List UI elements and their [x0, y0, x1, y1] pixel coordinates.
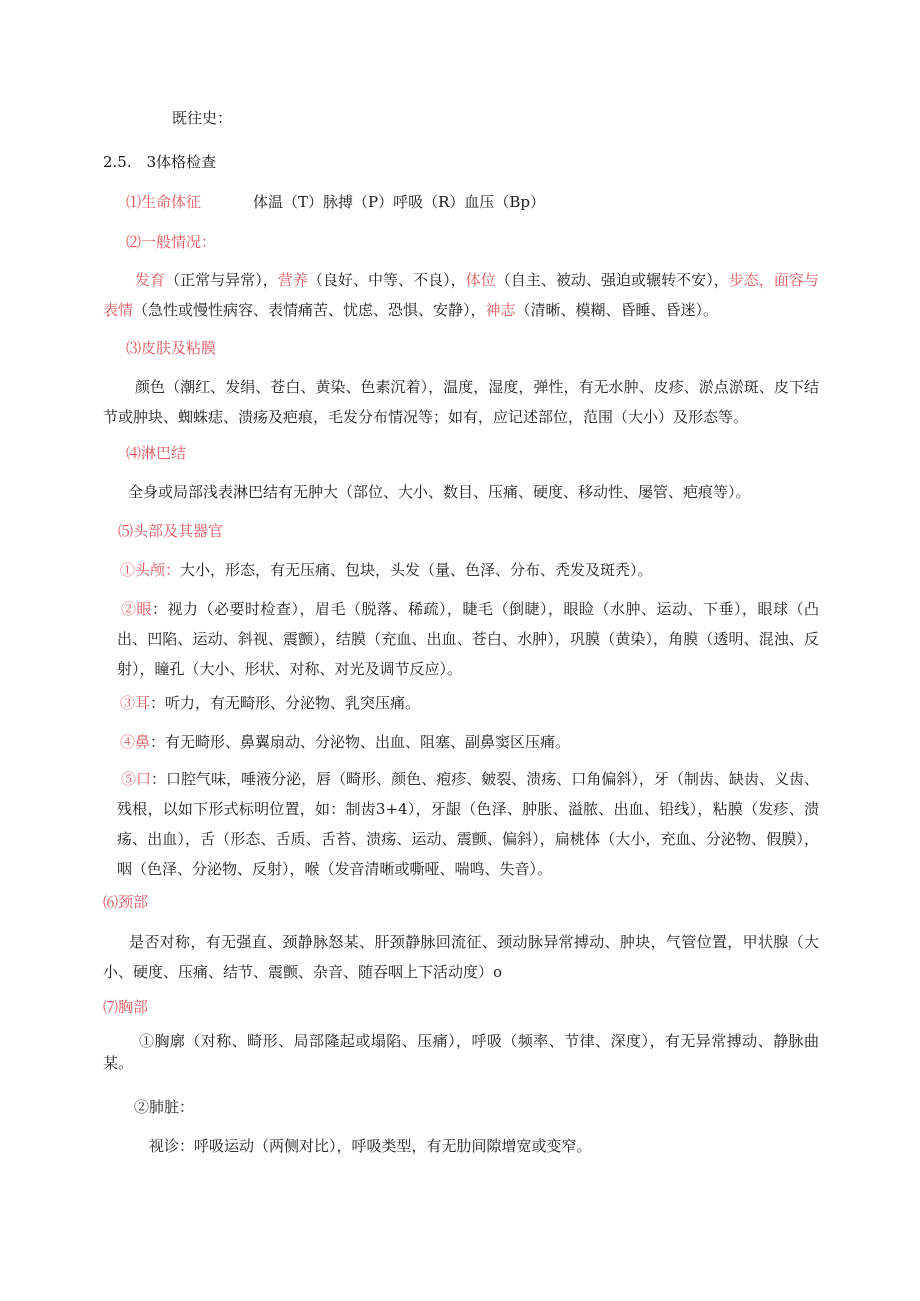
development-label: 发育: [135, 271, 166, 289]
position-label: 体位: [465, 271, 496, 289]
skin-heading: ⑶皮肤及粘膜: [126, 339, 217, 357]
development-text: （正常与异常），: [165, 271, 278, 289]
ear-row: [120, 693, 420, 713]
general-paragraph: [103, 265, 819, 325]
gait-label: 步态，面: [728, 271, 789, 289]
mind-text: （清晰、模糊、昏睡、昏迷）。: [515, 301, 719, 319]
skull-row: [120, 560, 653, 580]
lymph-text: 全身或局部浅表淋巴结有无肿大（部位、大小、数目、压痛、硬度、移动性、屡管、疤痕等）。: [128, 483, 751, 501]
vital-signs-label: ⑴生命体征: [126, 193, 202, 211]
general-heading: ⑵一般情况：: [126, 233, 217, 251]
mouth-paragraph: [117, 764, 819, 884]
nose-label: ④鼻: [120, 733, 151, 751]
lymph-heading: ⑷淋巴结: [126, 444, 187, 462]
lung-heading: ②肺脏：: [134, 1098, 195, 1116]
eye-text: ：视力（必要时检查），眉毛（脱落、稀疏），睫毛（倒睫），眼睑（水肿、运动、下垂），眼球（凸出、凹陷、运动、斜视、震颤），结膜（充血、出血、苍白、水肿），巩膜（黄染），角膜（透明、混浊、反射），瞳孔（大小、形状、对称、对光及调节反应）。: [117, 600, 819, 678]
neck-heading: ⑹颈部: [103, 893, 149, 911]
ear-label: ③耳: [120, 694, 151, 712]
skull-text: 大小，形态，有无压痛、包块，头发（量、色泽、分布、秃发及斑秃）。: [180, 561, 653, 579]
nutrition-text: （良好、中等、不良），: [307, 271, 466, 289]
eye-paragraph: [117, 594, 819, 684]
eye-label: ②眼: [121, 600, 152, 618]
position-text: （自主、被动、强迫或辗转不安），: [495, 271, 729, 289]
thorax-paragraph: ①胸廓（对称、畸形、局部隆起或塌陷、压痛），呼吸（频率、节律、深度），有无异常搏动、静脉曲某。: [103, 1032, 819, 1072]
lung-inspection-text: 视诊：呼吸运动（两侧对比），呼吸类型，有无肋间隙增宽或变窄。: [149, 1137, 592, 1155]
mind-label: 神志: [485, 301, 516, 319]
skin-paragraph: 颜色（潮红、发绢、苍白、黄染、色素沉着），温度，湿度，弹性，有无水肿、皮疹、淤点淤斑、皮下结节或肿块、蜘蛛痣、溃疡及疤痕，毛发分布情况等；如有，应记述部位，范围（大小）及形态等。: [103, 378, 819, 426]
past-history-label: 既往史：: [172, 109, 233, 127]
face-label: 容与表情: [103, 271, 819, 319]
head-heading: ⑸头部及其器官: [118, 522, 224, 540]
vital-signs-row: [126, 192, 545, 212]
nose-row: [120, 732, 570, 752]
face-text: （急性或慢性病容、表情痛苦、忧虑、恐惧、安静），: [133, 301, 486, 319]
section-heading: 2.5. 3体格检查: [103, 153, 217, 171]
mouth-label: ⑤口: [121, 770, 152, 788]
chest-heading: ⑺胸部: [103, 998, 149, 1016]
mouth-text: ：口腔气味，唾液分泌，唇（畸形、颜色、疱疹、皴裂、溃疡、口角偏斜），牙（制齿、缺齿、义齿、残根，以如下形式标明位置，如：制齿3+4），牙龈（色泽、肿胀、溢脓、出血、铅线），粘膜（发疹、溃疡、出血），舌（形态、舌质、舌苔、溃疡、运动、震颤、偏斜），扁桃体（大小，充血、分泌物、假膜），咽（色泽、分泌物、反射），喉（发音清晰或嘶哑、喘鸣、失音）。: [117, 770, 819, 878]
neck-paragraph: 是否对称，有无强直、颈静脉怒某、肝颈静脉回流征、颈动脉异常搏动、肿块，气管位置，甲状腺（大小、硬度、压痛、结节、震颤、杂音、随吞咽上下活动度）o: [103, 933, 819, 981]
vital-signs-items: 体温（T）脉搏（P）呼吸（R）血压（Bp）: [253, 193, 546, 211]
ear-text: ：听力，有无畸形、分泌物、乳突压痛。: [150, 694, 421, 712]
skull-label: ①头颅：: [120, 561, 181, 579]
nutrition-label: 营养: [277, 271, 308, 289]
nose-text: ：有无畸形、鼻翼扇动、分泌物、出血、阻塞、副鼻窦区压痛。: [150, 733, 571, 751]
